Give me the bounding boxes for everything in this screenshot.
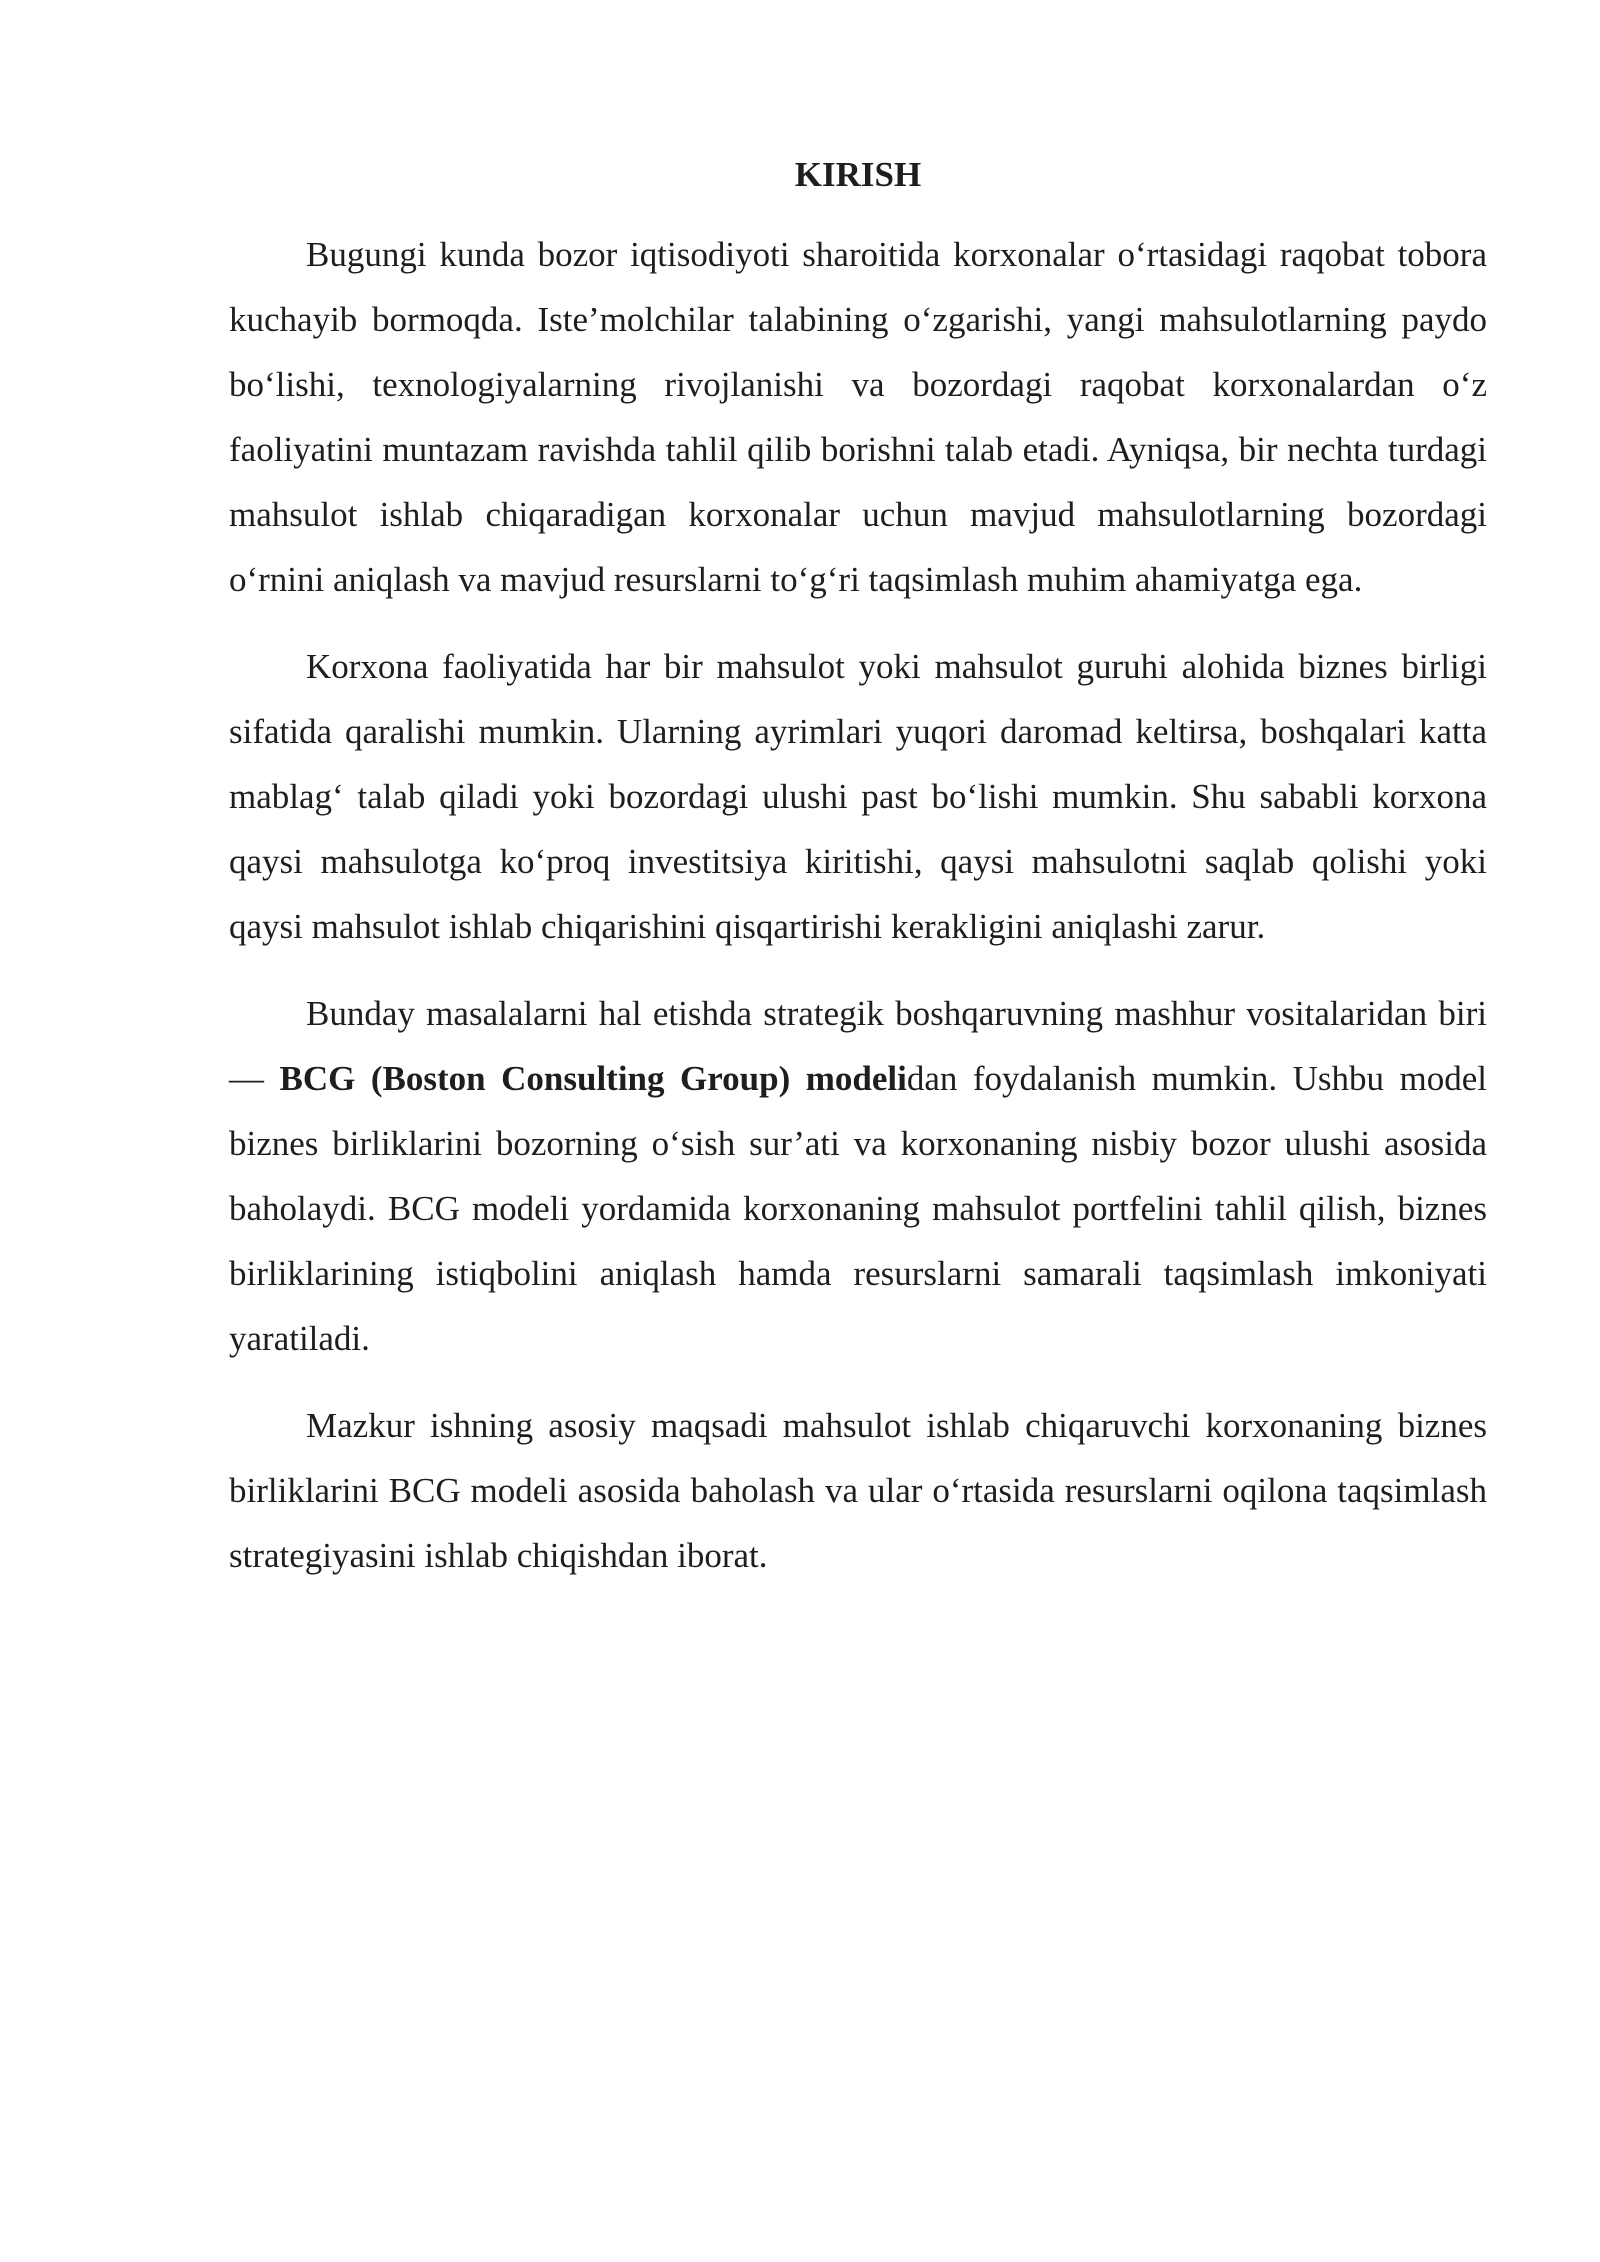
bcg-model-term: BCG (Boston Consulting Group) modeli: [279, 1059, 907, 1098]
paragraph-purpose: Mazkur ishning asosiy maqsadi mahsulot ishlab chiqaruvchi korxonaning biznes birliklarini BCG modeli asosida baholash va ular o‘rtasida resurslarni oqilona taqsimlash strategiyasini ishlab chiqishdan iborat.: [229, 1406, 1487, 1575]
document-body: [229, 150, 1487, 1588]
bcg-text-after: dan foydalanish mumkin. Ushbu model biznes birliklarini bozorning o‘sish sur’ati va korxonaning nisbiy bozor ulushi asosida baholaydi. BCG modeli yordamida korxonaning mahsulot portfelini tahlil qilish, biznes birliklarining istiqbolini aniqlash hamda resurslarni samarali taqsimlash imkoniyati yaratiladi.: [229, 1059, 1487, 1358]
section-heading: KIRISH: [794, 155, 922, 194]
bcg-text-before: Bunday masalalarni hal etishda strategik boshqaruvning mashhur vositalaridan biri —: [229, 994, 1487, 1098]
paragraph-business-units: Korxona faoliyatida har bir mahsulot yoki mahsulot guruhi alohida biznes birligi sifatida qaralishi mumkin. Ularning ayrimlari yuqori daromad keltirsa, boshqalari katta mablag‘ talab qiladi yoki bozordagi ulushi past bo‘lishi mumkin. Shu sababli korxona qaysi mahsulotga ko‘proq investitsiya kiritishi, qaysi mahsulotni saqlab qolishi yoki qaysi mahsulot ishlab chiqarishini qisqartirishi kerakligini aniqlashi zarur.: [229, 647, 1487, 946]
paragraph-bcg-model: [229, 981, 1487, 1371]
paragraph-intro: Bugungi kunda bozor iqtisodiyoti sharoitida korxonalar o‘rtasidagi raqobat tobora kuchayib bormoqda. Iste’molchilar talabining o‘zgarishi, yangi mahsulotlarning paydo bo‘lishi, texnologiyalarning rivojlanishi va bozordagi raqobat korxonalardan o‘z faoliyatini muntazam ravishda tahlil qilib borishni talab etadi. Ayniqsa, bir nechta turdagi mahsulot ishlab chiqaradigan korxonalar uchun mavjud mahsulotlarning bozordagi o‘rnini aniqlash va mavjud resurslarni to‘g‘ri taqsimlash muhim ahamiyatga ega.: [229, 235, 1487, 599]
